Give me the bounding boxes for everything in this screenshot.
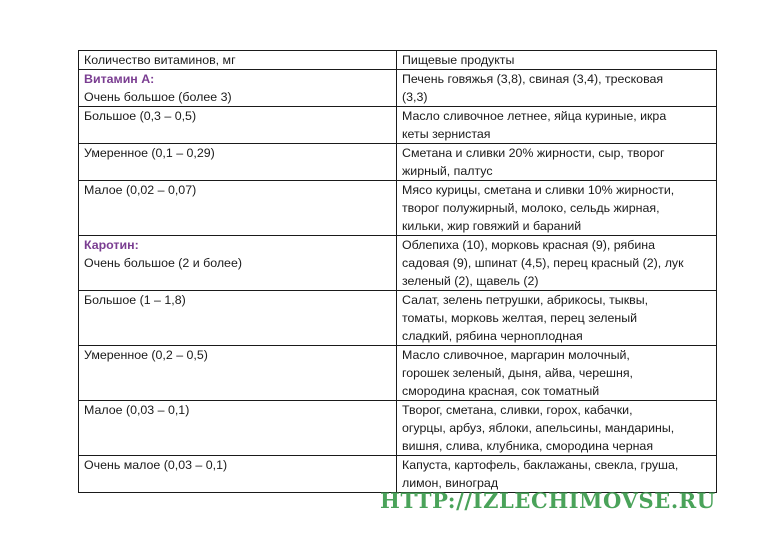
table-row: [79, 291, 717, 346]
table-header-row: [79, 51, 717, 70]
products-line: смородина красная, сок томатный: [402, 384, 600, 398]
section-heading-vitamin-a: Витамин А:: [84, 72, 155, 86]
amount-cell: [79, 70, 397, 107]
amount-cell: [79, 236, 397, 291]
products-line: зеленый (2), щавель (2): [402, 274, 539, 288]
products-line: кеты зернистая: [402, 127, 491, 141]
header-products: Пищевые продукты: [397, 51, 717, 70]
amount-cell: [79, 107, 397, 144]
products-line: жирный, палтус: [402, 164, 493, 178]
products-line: Капуста, картофель, баклажаны, свекла, груша,: [402, 458, 679, 472]
products-cell: [397, 456, 717, 493]
products-cell: [397, 107, 717, 144]
products-line: Сметана и сливки 20% жирности, сыр, творог: [402, 146, 665, 160]
amount-label: Очень малое (0,03 – 0,1): [84, 458, 228, 472]
amount-label: Очень большое (более 3): [84, 90, 232, 104]
amount-label: Умеренное (0,2 – 0,5): [84, 348, 208, 362]
products-line: Облепиха (10), морковь красная (9), рябина: [402, 238, 655, 252]
products-line: кильки, жир говяжий и бараний: [402, 219, 582, 233]
products-cell: [397, 144, 717, 181]
products-cell: [397, 236, 717, 291]
amount-cell: [79, 144, 397, 181]
amount-cell: [79, 401, 397, 456]
products-line: томаты, морковь желтая, перец зеленый: [402, 311, 638, 325]
amount-label: Малое (0,02 – 0,07): [84, 183, 197, 197]
amount-label: Большое (0,3 – 0,5): [84, 109, 197, 123]
header-amount: Количество витаминов, мг: [79, 51, 397, 70]
table-row: [79, 107, 717, 144]
amount-cell: [79, 181, 397, 236]
products-line: вишня, слива, клубника, смородина черная: [402, 439, 654, 453]
products-cell: [397, 70, 717, 107]
amount-label: Большое (1 – 1,8): [84, 293, 186, 307]
products-line: огурцы, арбуз, яблоки, апельсины, мандарины,: [402, 421, 675, 435]
section-heading-carotene: Каротин:: [84, 238, 139, 252]
amount-cell: [79, 346, 397, 401]
products-line: Мясо курицы, сметана и сливки 10% жирности,: [402, 183, 675, 197]
amount-cell: [79, 291, 397, 346]
table-row: [79, 346, 717, 401]
site-watermark: HTTP://IZLECHIMOVSE.RU: [380, 488, 716, 513]
vitamin-content-table: [78, 50, 717, 493]
products-line: творог полужирный, молоко, сельдь жирная,: [402, 201, 660, 215]
amount-label: Очень большое (2 и более): [84, 256, 242, 270]
amount-label: Умеренное (0,1 – 0,29): [84, 146, 215, 160]
table-row: [79, 70, 717, 107]
products-line: лимон, виноград: [402, 476, 499, 490]
products-line: сладкий, рябина черноплодная: [402, 329, 583, 343]
products-line: Печень говяжья (3,8), свиная (3,4), тресковая: [402, 72, 664, 86]
products-line: Масло сливочное летнее, яйца куриные, икра: [402, 109, 667, 123]
table-row: [79, 456, 717, 493]
products-line: Салат, зелень петрушки, абрикосы, тыквы,: [402, 293, 649, 307]
products-line: Творог, сметана, сливки, горох, кабачки,: [402, 403, 633, 417]
table-row: [79, 401, 717, 456]
products-cell: [397, 291, 717, 346]
vitamin-table-document: [78, 50, 716, 493]
table-row: [79, 236, 717, 291]
amount-cell: [79, 456, 397, 493]
products-line: садовая (9), шпинат (4,5), перец красный (2), лук: [402, 256, 684, 270]
products-line: горошек зеленый, дыня, айва, черешня,: [402, 366, 633, 380]
products-line: (3,3): [402, 90, 428, 104]
products-cell: [397, 401, 717, 456]
products-line: Масло сливочное, маргарин молочный,: [402, 348, 630, 362]
amount-label: Малое (0,03 – 0,1): [84, 403, 190, 417]
table-row: [79, 181, 717, 236]
products-cell: [397, 346, 717, 401]
products-cell: [397, 181, 717, 236]
table-row: [79, 144, 717, 181]
